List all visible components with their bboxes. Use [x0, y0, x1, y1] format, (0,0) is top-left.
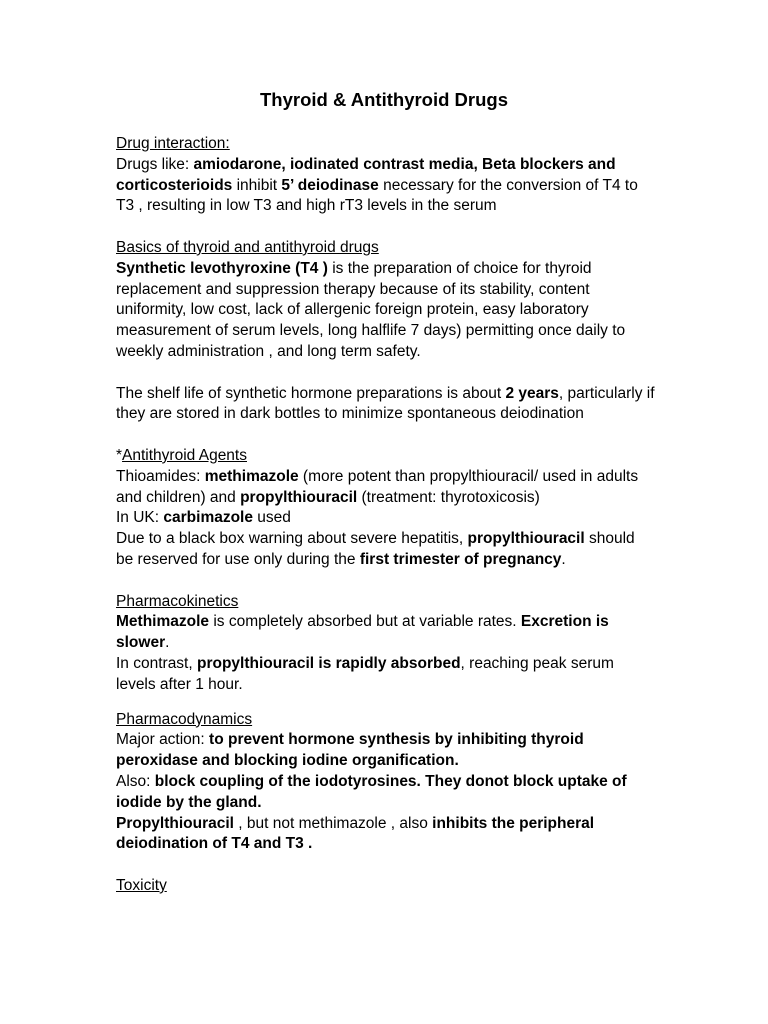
section-basics	[116, 238, 656, 425]
section-heading: Antithyroid Agents	[122, 446, 247, 464]
paragraph	[116, 814, 656, 856]
bold-text: Methimazole	[116, 613, 210, 631]
section-pharmacokinetics	[116, 592, 656, 696]
paragraph	[116, 772, 656, 814]
text-run: inhibit	[232, 176, 282, 194]
bold-text: 2 years	[505, 384, 559, 402]
bold-text: amiodarone, iodinated contrast media, Beta blockers and corticosterioids	[116, 155, 616, 194]
paragraph	[116, 508, 656, 529]
bold-text: to prevent hormone synthesis by inhibiting thyroid peroxidase and blocking iodine organification.	[116, 731, 584, 770]
text-run: Also:	[116, 772, 155, 790]
bold-text: Excretion is slower	[116, 613, 609, 652]
section-heading: Toxicity	[116, 876, 167, 894]
text-run: .	[561, 550, 566, 568]
paragraph	[116, 730, 656, 772]
paragraph	[116, 467, 656, 509]
section-drug-interaction	[116, 134, 656, 217]
bold-text: inhibits the peripheral deiodination of T4 and T3 .	[116, 814, 595, 853]
section-pharmacodynamics	[116, 710, 656, 856]
paragraph	[116, 612, 656, 654]
asterisk-marker: *	[116, 446, 123, 464]
section-antithyroid-agents	[116, 446, 656, 571]
text-run: Drugs like:	[116, 155, 194, 173]
section-toxicity	[116, 876, 656, 897]
bold-text: block coupling of the iodotyrosines. They donot block uptake of iodide by the gland.	[116, 772, 627, 811]
text-run: .	[165, 634, 170, 652]
text-run: , reaching peak serum levels after 1 hour.	[116, 654, 614, 693]
bold-text: carbimazole	[163, 509, 253, 527]
text-run: , particularly if they are stored in dark bottles to minimize spontaneous deiodination	[116, 384, 655, 423]
text-run: Due to a black box warning about severe hepatitis,	[116, 530, 468, 548]
text-run: Thioamides:	[116, 467, 205, 485]
section-heading: Drug interaction:	[116, 135, 230, 152]
bold-text: propylthiouracil	[467, 530, 585, 548]
text-run: (treatment: thyrotoxicosis)	[357, 488, 540, 506]
bold-text: propylthiouracil	[240, 488, 358, 506]
text-run: is the preparation of choice for thyroid replacement and suppression therapy because of its stability, content uniformity, low cost, lack of allergenic foreign protein, easy laboratory measurement of serum levels, long halflife 7 days) permitting once daily to weekly administration , and long term safety.	[116, 259, 626, 360]
text-run: is completely absorbed but at variable rates.	[209, 613, 521, 631]
paragraph	[116, 529, 656, 571]
text-run: In contrast,	[116, 654, 197, 672]
section-heading: Pharmacodynamics	[116, 710, 253, 728]
text-run: The shelf life of synthetic hormone preparations is about	[116, 384, 506, 402]
paragraph	[116, 384, 656, 426]
text-run: Major action:	[116, 731, 210, 749]
document-page	[116, 88, 656, 897]
section-heading: Pharmacokinetics	[116, 592, 239, 610]
paragraph	[116, 654, 656, 696]
text-run: should be reserved for use only during the	[116, 530, 635, 568]
paragraph	[116, 259, 656, 363]
bold-text: 5’ deiodinase	[281, 176, 379, 194]
section-heading: Basics of thyroid and antithyroid drugs	[116, 238, 379, 256]
bold-text: methimazole	[204, 467, 299, 485]
text-run: used	[253, 509, 291, 527]
text-run: (more potent than propylthiouracil/ used in adults and children) and	[116, 467, 639, 506]
paragraph	[116, 155, 656, 217]
text-run: In UK:	[116, 509, 164, 527]
bold-text: first trimester of pregnancy	[359, 550, 562, 568]
bold-text: propylthiouracil is rapidly absorbed	[196, 654, 461, 672]
bold-text: Propylthiouracil	[116, 814, 234, 832]
text-run: , but not methimazole , also	[234, 814, 433, 832]
document-title: Thyroid & Antithyroid Drugs	[259, 89, 509, 110]
text-run: necessary for the conversion of T4 to T3 , resulting in low T3 and high rT3 levels in the serum	[116, 176, 638, 215]
bold-text: Synthetic levothyroxine (T4 )	[116, 259, 328, 277]
